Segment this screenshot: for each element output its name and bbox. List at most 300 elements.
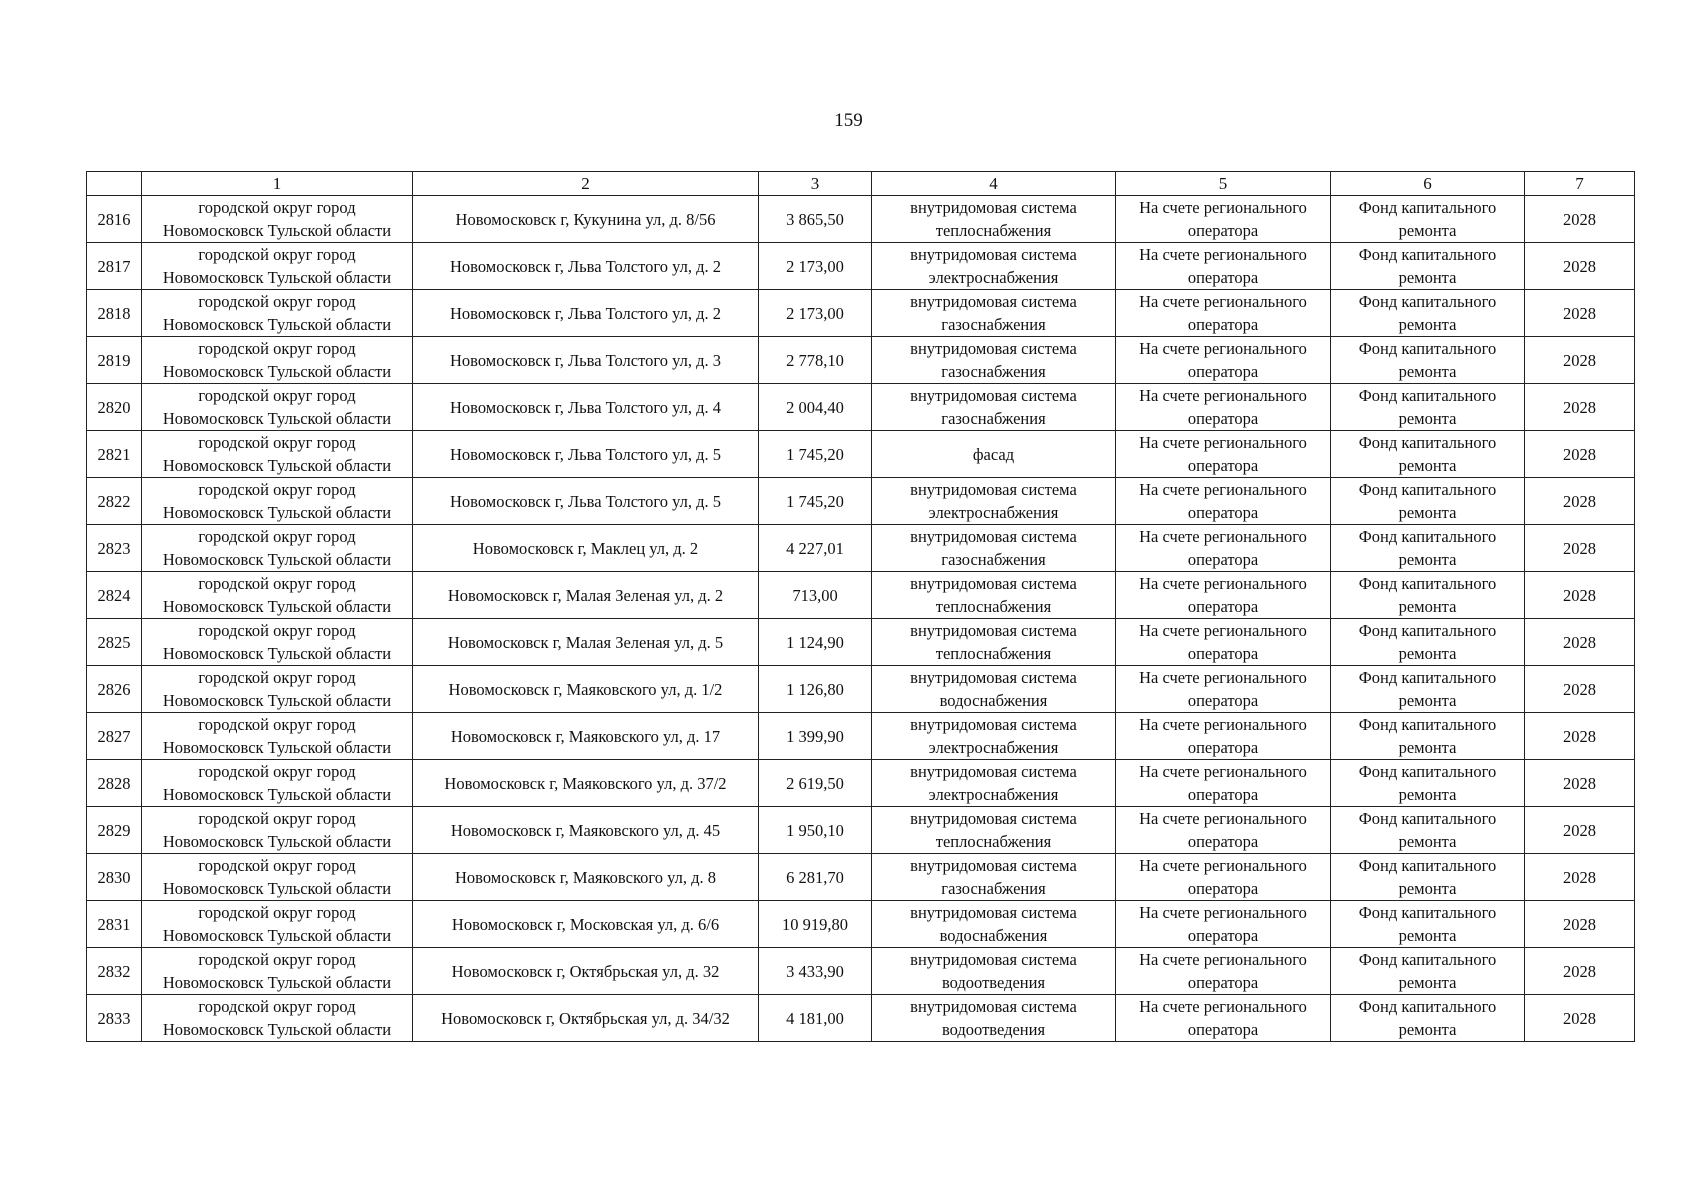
work-type-line: электроснабжения [928,268,1059,287]
municipality-cell [142,337,413,384]
municipality-cell [142,478,413,525]
funding-source-line: ремонта [1398,785,1457,804]
address-cell: Новомосковск г, Малая Зеленая ул, д. 2 [413,572,759,619]
area-cell: 1 399,90 [759,713,872,760]
municipality-line: Новомосковск Тульской области [162,832,392,851]
account-method-cell [1116,948,1331,995]
municipality-cell [142,807,413,854]
work-type-line: внутридомовая система [910,386,1077,405]
table-row [87,713,1635,760]
work-type-line: внутридомовая система [910,997,1077,1016]
table-row [87,525,1635,572]
address-cell: Новомосковск г, Маклец ул, д. 2 [413,525,759,572]
funding-source-line: Фонд капитального [1358,997,1497,1016]
account-method-cell [1116,431,1331,478]
funding-source-line: Фонд капитального [1358,245,1497,264]
row-number-cell: 2820 [87,384,142,431]
municipality-line: Новомосковск Тульской области [162,738,392,757]
municipality-line: Новомосковск Тульской области [162,409,392,428]
year-cell: 2028 [1525,572,1635,619]
funding-source-cell [1331,525,1525,572]
account-method-line: оператора [1187,879,1259,898]
work-type-line: газоснабжения [941,550,1046,569]
area-cell: 1 745,20 [759,431,872,478]
work-type-line: газоснабжения [941,879,1046,898]
row-number-cell: 2818 [87,290,142,337]
work-type-line: водоотведения [941,973,1046,992]
work-type-line: газоснабжения [941,409,1046,428]
area-cell: 3 865,50 [759,196,872,243]
work-type-cell [872,901,1116,948]
funding-source-cell [1331,619,1525,666]
address-cell: Новомосковск г, Льва Толстого ул, д. 2 [413,243,759,290]
table-row [87,243,1635,290]
account-method-cell [1116,572,1331,619]
municipality-line: Новомосковск Тульской области [162,1020,392,1039]
account-method-line: оператора [1187,691,1259,710]
funding-source-line: ремонта [1398,268,1457,287]
work-type-cell [872,807,1116,854]
work-type-cell [872,431,1116,478]
account-method-cell [1116,807,1331,854]
account-method-line: На счете регионального [1139,809,1307,828]
municipality-cell [142,995,413,1042]
table-row [87,196,1635,243]
account-method-cell [1116,854,1331,901]
work-type-cell [872,478,1116,525]
work-type-line: внутридомовая система [910,903,1077,922]
work-type-line: электроснабжения [928,785,1059,804]
funding-source-cell [1331,995,1525,1042]
municipality-line: Новомосковск Тульской области [162,315,392,334]
table-row [87,337,1635,384]
work-type-line: внутридомовая система [910,292,1077,311]
municipality-cell [142,196,413,243]
work-type-line: электроснабжения [928,738,1059,757]
municipality-line: Новомосковск Тульской области [162,973,392,992]
funding-source-cell [1331,478,1525,525]
year-cell: 2028 [1525,384,1635,431]
funding-source-line: Фонд капитального [1358,433,1497,452]
year-cell: 2028 [1525,666,1635,713]
work-type-cell [872,337,1116,384]
funding-source-line: ремонта [1398,362,1457,381]
funding-source-line: Фонд капитального [1358,292,1497,311]
municipality-line: Новомосковск Тульской области [162,644,392,663]
table-row [87,572,1635,619]
municipality-line: городской округ город [198,527,356,546]
municipality-cell [142,243,413,290]
funding-source-line: ремонта [1398,926,1457,945]
row-number-cell: 2823 [87,525,142,572]
work-type-line: внутридомовая система [910,950,1077,969]
funding-source-line: ремонта [1398,315,1457,334]
municipality-line: городской округ город [198,245,356,264]
funding-source-line: Фонд капитального [1358,527,1497,546]
funding-source-line: Фонд капитального [1358,668,1497,687]
area-cell: 1 126,80 [759,666,872,713]
funding-source-line: Фонд капитального [1358,856,1497,875]
address-cell: Новомосковск г, Маяковского ул, д. 8 [413,854,759,901]
municipality-line: городской округ город [198,997,356,1016]
row-number-cell: 2822 [87,478,142,525]
year-cell: 2028 [1525,619,1635,666]
account-method-line: оператора [1187,597,1259,616]
account-method-line: На счете регионального [1139,480,1307,499]
table-row [87,384,1635,431]
municipality-line: Новомосковск Тульской области [162,879,392,898]
funding-source-line: ремонта [1398,221,1457,240]
account-method-cell [1116,243,1331,290]
funding-source-cell [1331,337,1525,384]
municipality-cell [142,384,413,431]
municipality-cell [142,948,413,995]
table-row [87,995,1635,1042]
funding-source-line: ремонта [1398,973,1457,992]
municipality-line: Новомосковск Тульской области [162,926,392,945]
address-cell: Новомосковск г, Маяковского ул, д. 45 [413,807,759,854]
address-cell: Новомосковск г, Маяковского ул, д. 37/2 [413,760,759,807]
funding-source-line: Фонд капитального [1358,903,1497,922]
funding-source-line: ремонта [1398,879,1457,898]
row-number-cell: 2828 [87,760,142,807]
municipality-line: Новомосковск Тульской области [162,550,392,569]
account-method-line: оператора [1187,832,1259,851]
year-cell: 2028 [1525,807,1635,854]
address-cell: Новомосковск г, Льва Толстого ул, д. 5 [413,478,759,525]
account-method-line: оператора [1187,644,1259,663]
funding-source-cell [1331,713,1525,760]
work-type-line: внутридомовая система [910,621,1077,640]
funding-source-cell [1331,854,1525,901]
work-type-line: теплоснабжения [935,221,1052,240]
funding-source-line: Фонд капитального [1358,386,1497,405]
account-method-line: оператора [1187,1020,1259,1039]
work-type-line: водоотведения [941,1020,1046,1039]
row-number-cell: 2832 [87,948,142,995]
register-table [86,171,1635,1042]
row-number-cell: 2827 [87,713,142,760]
year-cell: 2028 [1525,854,1635,901]
municipality-line: городской округ город [198,903,356,922]
municipality-line: Новомосковск Тульской области [162,503,392,522]
work-type-line: теплоснабжения [935,832,1052,851]
municipality-line: Новомосковск Тульской области [162,785,392,804]
table-row [87,901,1635,948]
work-type-line: фасад [972,444,1015,464]
row-number-cell: 2831 [87,901,142,948]
funding-source-cell [1331,807,1525,854]
address-cell: Новомосковск г, Льва Толстого ул, д. 5 [413,431,759,478]
account-method-line: На счете регионального [1139,292,1307,311]
funding-source-line: ремонта [1398,832,1457,851]
account-method-line: оператора [1187,221,1259,240]
account-method-line: оператора [1187,973,1259,992]
municipality-line: Новомосковск Тульской области [162,691,392,710]
work-type-line: газоснабжения [941,315,1046,334]
funding-source-line: Фонд капитального [1358,198,1497,217]
area-cell: 2 173,00 [759,290,872,337]
funding-source-cell [1331,572,1525,619]
work-type-line: внутридомовая система [910,574,1077,593]
funding-source-line: Фонд капитального [1358,809,1497,828]
area-cell: 4 227,01 [759,525,872,572]
address-cell: Новомосковск г, Льва Толстого ул, д. 3 [413,337,759,384]
row-number-cell: 2824 [87,572,142,619]
header-row [87,172,1635,196]
municipality-cell [142,619,413,666]
account-method-line: оператора [1187,738,1259,757]
column-header: 7 [1525,172,1635,196]
address-cell: Новомосковск г, Льва Толстого ул, д. 2 [413,290,759,337]
work-type-line: внутридомовая система [910,198,1077,217]
column-header [87,172,142,196]
year-cell: 2028 [1525,525,1635,572]
year-cell: 2028 [1525,431,1635,478]
municipality-line: городской округ город [198,856,356,875]
account-method-line: На счете регионального [1139,715,1307,734]
area-cell: 4 181,00 [759,995,872,1042]
year-cell: 2028 [1525,478,1635,525]
year-cell: 2028 [1525,196,1635,243]
account-method-cell [1116,713,1331,760]
area-cell: 6 281,70 [759,854,872,901]
municipality-line: Новомосковск Тульской области [162,362,392,381]
row-number-cell: 2817 [87,243,142,290]
municipality-cell [142,431,413,478]
account-method-line: На счете регионального [1139,997,1307,1016]
year-cell: 2028 [1525,760,1635,807]
address-cell: Новомосковск г, Октябрьская ул, д. 32 [413,948,759,995]
year-cell: 2028 [1525,995,1635,1042]
table-row [87,619,1635,666]
municipality-line: городской округ город [198,480,356,499]
table-row [87,854,1635,901]
municipality-line: городской округ город [198,809,356,828]
row-number-cell: 2816 [87,196,142,243]
work-type-line: внутридомовая система [910,809,1077,828]
municipality-line: городской округ город [198,762,356,781]
column-header: 5 [1116,172,1331,196]
year-cell: 2028 [1525,337,1635,384]
work-type-line: внутридомовая система [910,339,1077,358]
address-cell: Новомосковск г, Кукунина ул, д. 8/56 [413,196,759,243]
municipality-line: городской округ город [198,292,356,311]
work-type-cell [872,619,1116,666]
municipality-line: Новомосковск Тульской области [162,456,392,475]
area-cell: 3 433,90 [759,948,872,995]
municipality-cell [142,666,413,713]
municipality-line: Новомосковск Тульской области [162,221,392,240]
address-cell: Новомосковск г, Маяковского ул, д. 17 [413,713,759,760]
address-cell: Новомосковск г, Льва Толстого ул, д. 4 [413,384,759,431]
funding-source-cell [1331,666,1525,713]
work-type-line: электроснабжения [928,503,1059,522]
address-cell: Новомосковск г, Октябрьская ул, д. 34/32 [413,995,759,1042]
funding-source-cell [1331,384,1525,431]
area-cell: 2 778,10 [759,337,872,384]
work-type-line: внутридомовая система [910,245,1077,264]
account-method-line: На счете регионального [1139,856,1307,875]
account-method-line: На счете регионального [1139,386,1307,405]
municipality-cell [142,901,413,948]
work-type-line: водоснабжения [939,926,1048,945]
municipality-line: городской округ город [198,433,356,452]
work-type-line: внутридомовая система [910,715,1077,734]
municipality-line: городской округ город [198,668,356,687]
table-row [87,290,1635,337]
year-cell: 2028 [1525,948,1635,995]
row-number-cell: 2833 [87,995,142,1042]
municipality-line: городской округ город [198,621,356,640]
work-type-line: теплоснабжения [935,644,1052,663]
funding-source-line: ремонта [1398,409,1457,428]
area-cell: 2 004,40 [759,384,872,431]
account-method-line: На счете регионального [1139,527,1307,546]
account-method-cell [1116,196,1331,243]
column-header: 6 [1331,172,1525,196]
funding-source-cell [1331,196,1525,243]
account-method-line: оператора [1187,315,1259,334]
municipality-line: Новомосковск Тульской области [162,597,392,616]
work-type-cell [872,854,1116,901]
funding-source-line: Фонд капитального [1358,339,1497,358]
account-method-line: На счете регионального [1139,621,1307,640]
work-type-line: внутридомовая система [910,856,1077,875]
column-header: 1 [142,172,413,196]
account-method-line: оператора [1187,926,1259,945]
area-cell: 2 173,00 [759,243,872,290]
account-method-line: оператора [1187,785,1259,804]
row-number-cell: 2826 [87,666,142,713]
account-method-line: оператора [1187,362,1259,381]
table-row [87,478,1635,525]
account-method-line: На счете регионального [1139,762,1307,781]
area-cell: 2 619,50 [759,760,872,807]
account-method-cell [1116,478,1331,525]
year-cell: 2028 [1525,901,1635,948]
work-type-cell [872,760,1116,807]
municipality-line: городской округ город [198,198,356,217]
funding-source-cell [1331,948,1525,995]
address-cell: Новомосковск г, Малая Зеленая ул, д. 5 [413,619,759,666]
column-header: 2 [413,172,759,196]
area-cell: 1 124,90 [759,619,872,666]
municipality-line: городской округ город [198,950,356,969]
row-number-cell: 2829 [87,807,142,854]
work-type-cell [872,713,1116,760]
account-method-line: оператора [1187,409,1259,428]
funding-source-line: ремонта [1398,644,1457,663]
funding-source-line: ремонта [1398,597,1457,616]
row-number-cell: 2825 [87,619,142,666]
work-type-line: водоснабжения [939,691,1048,710]
funding-source-line: ремонта [1398,503,1457,522]
account-method-cell [1116,666,1331,713]
funding-source-line: ремонта [1398,1020,1457,1039]
account-method-cell [1116,337,1331,384]
funding-source-line: ремонта [1398,456,1457,475]
area-cell: 10 919,80 [759,901,872,948]
funding-source-line: Фонд капитального [1358,950,1497,969]
account-method-cell [1116,901,1331,948]
account-method-line: На счете регионального [1139,903,1307,922]
municipality-cell [142,525,413,572]
page-number: 159 [834,110,863,131]
municipality-cell [142,854,413,901]
municipality-line: городской округ город [198,715,356,734]
work-type-cell [872,525,1116,572]
account-method-cell [1116,619,1331,666]
funding-source-line: Фонд капитального [1358,574,1497,593]
work-type-cell [872,995,1116,1042]
area-cell: 1 745,20 [759,478,872,525]
work-type-cell [872,243,1116,290]
funding-source-line: ремонта [1398,691,1457,710]
account-method-line: На счете регионального [1139,198,1307,217]
work-type-cell [872,384,1116,431]
address-cell: Новомосковск г, Маяковского ул, д. 1/2 [413,666,759,713]
column-header: 3 [759,172,872,196]
work-type-cell [872,290,1116,337]
municipality-line: городской округ город [198,339,356,358]
account-method-line: На счете регионального [1139,668,1307,687]
row-number-cell: 2819 [87,337,142,384]
row-number-cell: 2830 [87,854,142,901]
funding-source-cell [1331,901,1525,948]
account-method-line: На счете регионального [1139,433,1307,452]
account-method-cell [1116,995,1331,1042]
municipality-cell [142,713,413,760]
table-row [87,760,1635,807]
account-method-cell [1116,290,1331,337]
municipality-line: городской округ город [198,574,356,593]
table-row [87,948,1635,995]
column-header: 4 [872,172,1116,196]
account-method-line: оператора [1187,456,1259,475]
work-type-cell [872,572,1116,619]
account-method-cell [1116,384,1331,431]
funding-source-line: Фонд капитального [1358,480,1497,499]
account-method-line: На счете регионального [1139,950,1307,969]
area-cell: 1 950,10 [759,807,872,854]
funding-source-line: ремонта [1398,738,1457,757]
table-row [87,807,1635,854]
funding-source-cell [1331,243,1525,290]
row-number-cell: 2821 [87,431,142,478]
work-type-cell [872,666,1116,713]
funding-source-line: Фонд капитального [1358,762,1497,781]
year-cell: 2028 [1525,713,1635,760]
work-type-line: внутридомовая система [910,762,1077,781]
account-method-line: оператора [1187,503,1259,522]
work-type-line: газоснабжения [941,362,1046,381]
account-method-line: оператора [1187,268,1259,287]
account-method-line: оператора [1187,550,1259,569]
funding-source-line: Фонд капитального [1358,715,1497,734]
account-method-line: На счете регионального [1139,339,1307,358]
year-cell: 2028 [1525,243,1635,290]
municipality-line: городской округ город [198,386,356,405]
municipality-cell [142,760,413,807]
table-row [87,666,1635,713]
funding-source-line: ремонта [1398,550,1457,569]
work-type-cell [872,948,1116,995]
work-type-line: внутридомовая система [910,480,1077,499]
account-method-line: На счете регионального [1139,574,1307,593]
funding-source-line: Фонд капитального [1358,621,1497,640]
area-cell: 713,00 [759,572,872,619]
